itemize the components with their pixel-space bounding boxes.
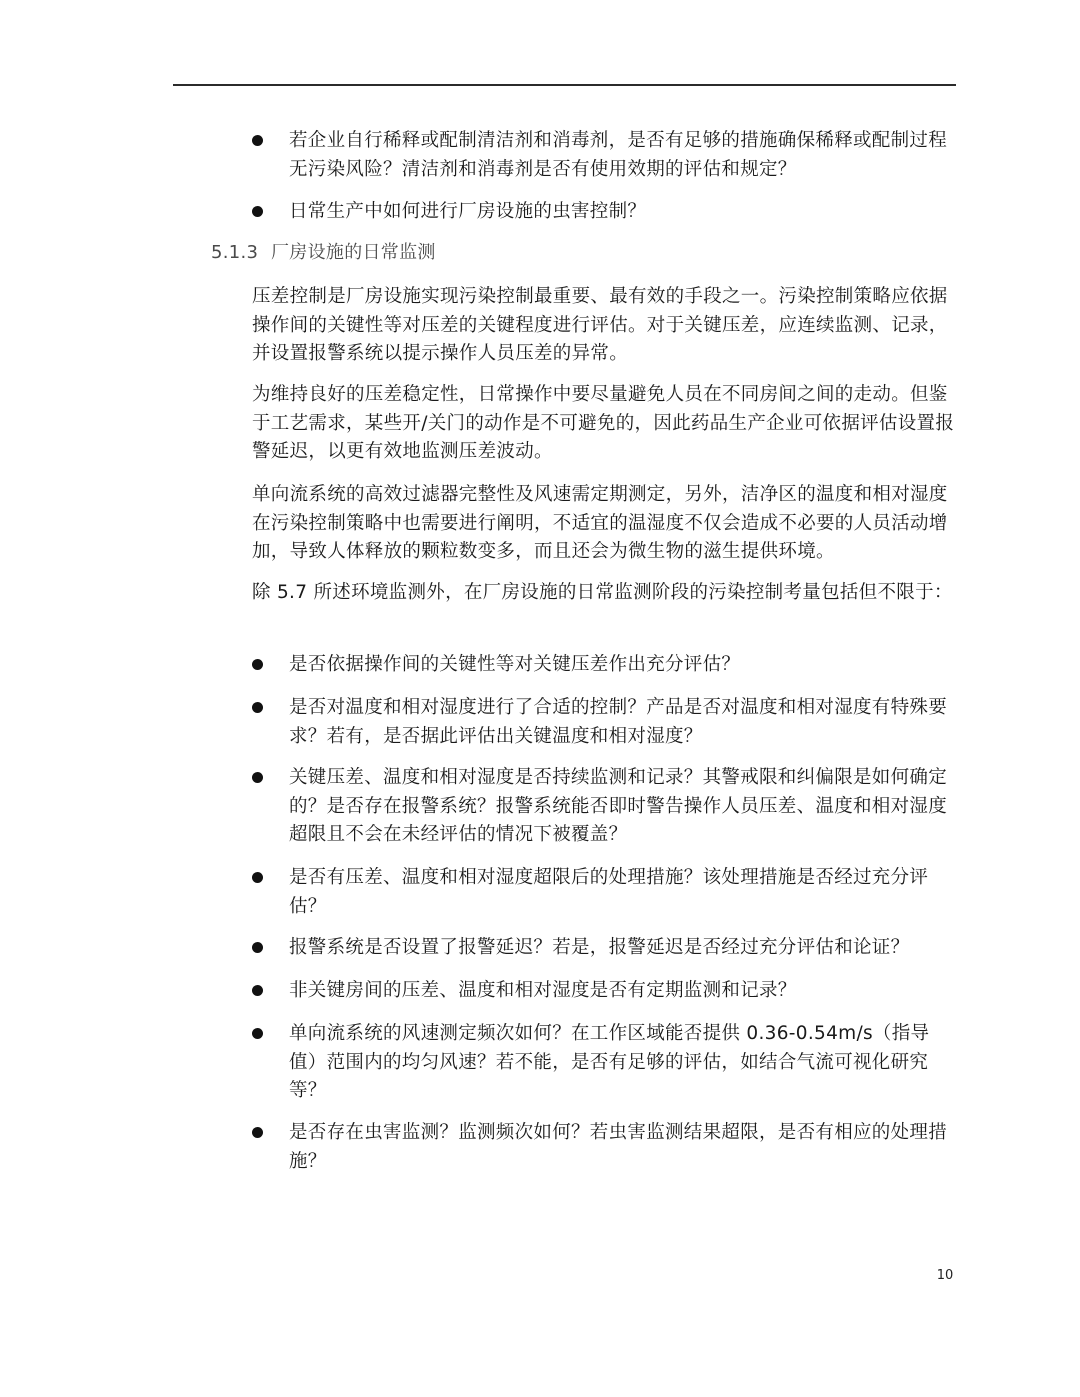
list-item-text: 关键压差、温度和相对湿度是否持续监测和记录？其警戒限和纠偏限是如何确定的？是否存在报警系统？报警系统能否即时警告操作人员压差、温度和相对湿度超限且不会在未经评估的情况下被覆盖？ — [289, 767, 948, 845]
paragraph: 除 5.7 所述环境监测外，在厂房设施的日常监测阶段的污染控制考量包括但不限于： — [252, 582, 953, 603]
list-item-text: 是否存在虫害监测？监测频次如何？若虫害监测结果超限，是否有相应的处理措施？ — [289, 1122, 948, 1172]
list-item-text: 若企业自行稀释或配制清洁剂和消毒剂，是否有足够的措施确保稀释或配制过程无污染风险？清洁剂和消毒剂是否有使用效期的评估和规定？ — [289, 130, 948, 180]
header-rule — [173, 84, 956, 86]
bullet-icon — [252, 206, 263, 217]
list-item-text: 报警系统是否设置了报警延迟？若是，报警延迟是否经过充分评估和论证？ — [289, 937, 910, 958]
paragraph: 为维持良好的压差稳定性，日常操作中要尽量避免人员在不同房间之间的走动。但鉴于工艺需求，某些开/关门的动作是不可避免的，因此药品生产企业可依据评估设置报警延迟，以更有效地监测压差波动。 — [252, 384, 955, 462]
list-item-text: 非关键房间的压差、温度和相对湿度是否有定期监测和记录？ — [289, 980, 797, 1001]
section-number: 5.1.3 — [211, 242, 259, 263]
list-item-text: 日常生产中如何进行厂房设施的虫害控制？ — [289, 201, 647, 222]
bullet-icon — [252, 772, 263, 783]
section-title: 厂房设施的日常监测 — [271, 242, 436, 263]
list-item-text: 是否有压差、温度和相对湿度超限后的处理措施？该处理措施是否经过充分评估？ — [289, 867, 929, 917]
page-number: 10 — [936, 1268, 954, 1283]
bullet-icon — [252, 135, 263, 146]
bullet-icon — [252, 872, 263, 883]
bullet-icon — [252, 659, 263, 670]
paragraph: 单向流系统的高效过滤器完整性及风速需定期测定，另外，洁净区的温度和相对湿度在污染控制策略中也需要进行阐明，不适宜的温湿度不仅会造成不必要的人员活动增加，导致人体释放的颗粒数变多，而且还会为微生物的滋生提供环境。 — [252, 484, 948, 562]
list-item-text: 是否依据操作间的关键性等对关键压差作出充分评估？ — [289, 654, 741, 675]
bullet-icon — [252, 702, 263, 713]
list-item-text: 单向流系统的风速测定频次如何？在工作区域能否提供 0.36-0.54m/s（指导值）范围内的均匀风速？若不能，是否有足够的评估，如结合气流可视化研究等？ — [289, 1023, 930, 1101]
bullet-icon — [252, 1028, 263, 1039]
paragraph: 压差控制是厂房设施实现污染控制最重要、最有效的手段之一。污染控制策略应依据操作间的关键性等对压差的关键程度进行评估。对于关键压差，应连续监测、记录，并设置报警系统以提示操作人员压差的异常。 — [252, 286, 948, 364]
section-heading — [211, 239, 436, 267]
bullet-icon — [252, 942, 263, 953]
bullet-icon — [252, 1127, 263, 1138]
bullet-icon — [252, 985, 263, 996]
list-item-text: 是否对温度和相对湿度进行了合适的控制？产品是否对温度和相对湿度有特殊要求？若有，是否据此评估出关键温度和相对湿度？ — [289, 697, 948, 747]
